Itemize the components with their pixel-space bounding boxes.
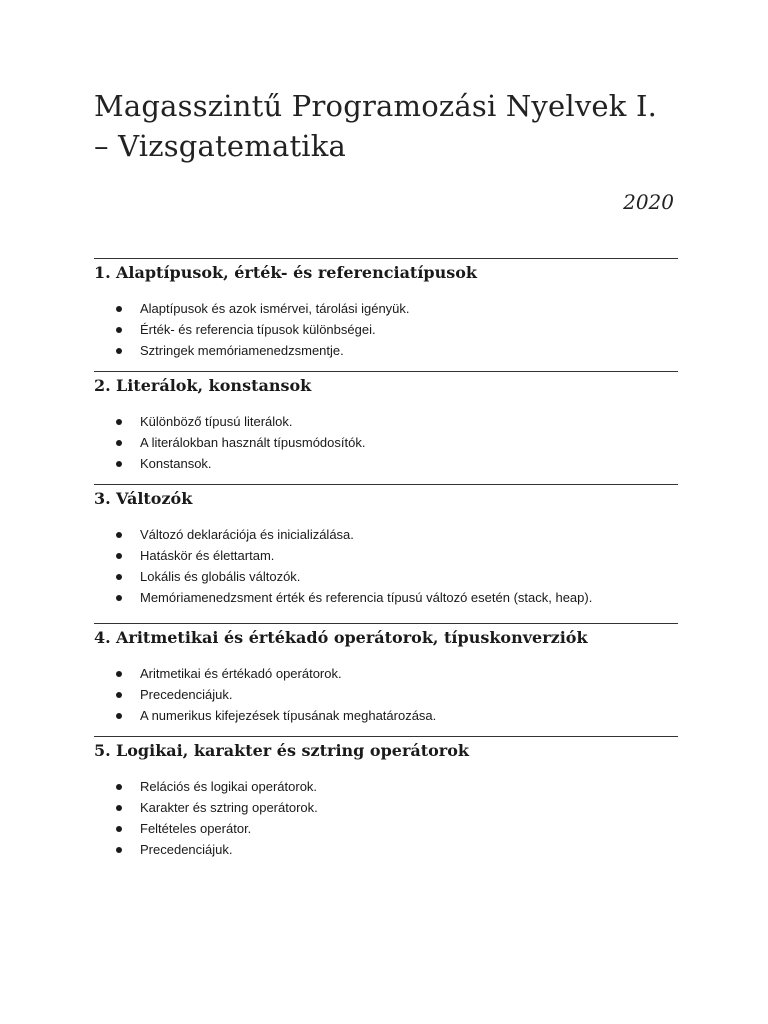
list-item-text: Érték- és referencia típusok különbségei. bbox=[140, 322, 376, 337]
section-3 bbox=[94, 484, 678, 623]
list-item bbox=[94, 432, 678, 453]
list-item-text: Precedenciájuk. bbox=[140, 687, 233, 702]
section-heading bbox=[94, 627, 678, 649]
bullet-icon bbox=[116, 784, 122, 790]
section-title: Logikai, karakter és sztring operátorok bbox=[116, 741, 469, 760]
bullet-icon bbox=[116, 306, 122, 312]
bullet-icon bbox=[116, 574, 122, 580]
bullet-icon bbox=[116, 805, 122, 811]
section-title: Literálok, konstansok bbox=[116, 376, 312, 395]
section-items bbox=[94, 411, 678, 474]
bullet-icon bbox=[116, 671, 122, 677]
list-item-text: Feltételes operátor. bbox=[140, 821, 252, 836]
list-item bbox=[94, 319, 678, 340]
section-items bbox=[94, 776, 678, 860]
section-1 bbox=[94, 258, 678, 371]
list-item bbox=[94, 524, 678, 545]
section-title: Változók bbox=[116, 489, 193, 508]
list-item-text: Alaptípusok és azok ismérvei, tárolási igényük. bbox=[140, 301, 410, 316]
list-item-text: Aritmetikai és értékadó operátorok. bbox=[140, 666, 342, 681]
section-number: 1. bbox=[94, 263, 111, 282]
section-title: Aritmetikai és értékadó operátorok, típuskonverziók bbox=[116, 628, 588, 647]
bullet-icon bbox=[116, 327, 122, 333]
bullet-icon bbox=[116, 595, 122, 601]
bullet-icon bbox=[116, 348, 122, 354]
section-heading bbox=[94, 488, 678, 510]
list-item-text: Memóriamenedzsment érték és referencia típusú változó esetén (stack, heap). bbox=[140, 590, 593, 605]
section-items bbox=[94, 663, 678, 726]
section-heading bbox=[94, 375, 678, 397]
section-items bbox=[94, 298, 678, 361]
section-5 bbox=[94, 736, 678, 875]
bullet-icon bbox=[116, 847, 122, 853]
document-year: 2020 bbox=[623, 190, 674, 214]
list-item bbox=[94, 411, 678, 432]
section-heading bbox=[94, 262, 678, 284]
list-item-text: Relációs és logikai operátorok. bbox=[140, 779, 318, 794]
list-item-text: A literálokban használt típusmódosítók. bbox=[140, 435, 366, 450]
bullet-icon bbox=[116, 461, 122, 467]
list-item-text: Precedenciájuk. bbox=[140, 842, 233, 857]
section-4 bbox=[94, 623, 678, 736]
list-item bbox=[94, 818, 678, 839]
section-title: Alaptípusok, érték- és referenciatípusok bbox=[116, 263, 477, 282]
list-item bbox=[94, 705, 678, 726]
section-number: 5. bbox=[94, 741, 111, 760]
list-item bbox=[94, 776, 678, 797]
list-item-text: Konstansok. bbox=[140, 456, 212, 471]
list-item bbox=[94, 797, 678, 818]
bullet-icon bbox=[116, 419, 122, 425]
section-number: 4. bbox=[94, 628, 111, 647]
list-item bbox=[94, 298, 678, 319]
list-item-text: Változó deklarációja és inicializálása. bbox=[140, 527, 354, 542]
bullet-icon bbox=[116, 553, 122, 559]
bullet-icon bbox=[116, 440, 122, 446]
list-item-text: Lokális és globális változók. bbox=[140, 569, 301, 584]
list-item-text: Sztringek memóriamenedzsmentje. bbox=[140, 343, 344, 358]
section-items bbox=[94, 524, 678, 608]
list-item bbox=[94, 340, 678, 361]
list-item bbox=[94, 684, 678, 705]
bullet-icon bbox=[116, 692, 122, 698]
bullet-icon bbox=[116, 532, 122, 538]
list-item bbox=[94, 663, 678, 684]
list-item-text: A numerikus kifejezések típusának meghatározása. bbox=[140, 708, 437, 723]
document-title: Magasszintű Programozási Nyelvek I. – Vizsgatematika bbox=[94, 89, 658, 163]
list-item bbox=[94, 566, 678, 587]
section-heading bbox=[94, 740, 678, 762]
list-item-text: Különböző típusú literálok. bbox=[140, 414, 293, 429]
section-2 bbox=[94, 371, 678, 484]
list-item bbox=[94, 545, 678, 566]
section-number: 3. bbox=[94, 489, 111, 508]
list-item bbox=[94, 453, 678, 474]
list-item-text: Karakter és sztring operátorok. bbox=[140, 800, 318, 815]
list-item-text: Hatáskör és élettartam. bbox=[140, 548, 275, 563]
list-item bbox=[94, 839, 678, 860]
bullet-icon bbox=[116, 713, 122, 719]
section-number: 2. bbox=[94, 376, 111, 395]
bullet-icon bbox=[116, 826, 122, 832]
document-page bbox=[94, 86, 678, 875]
list-item bbox=[94, 587, 678, 608]
topic-sections bbox=[94, 258, 678, 875]
